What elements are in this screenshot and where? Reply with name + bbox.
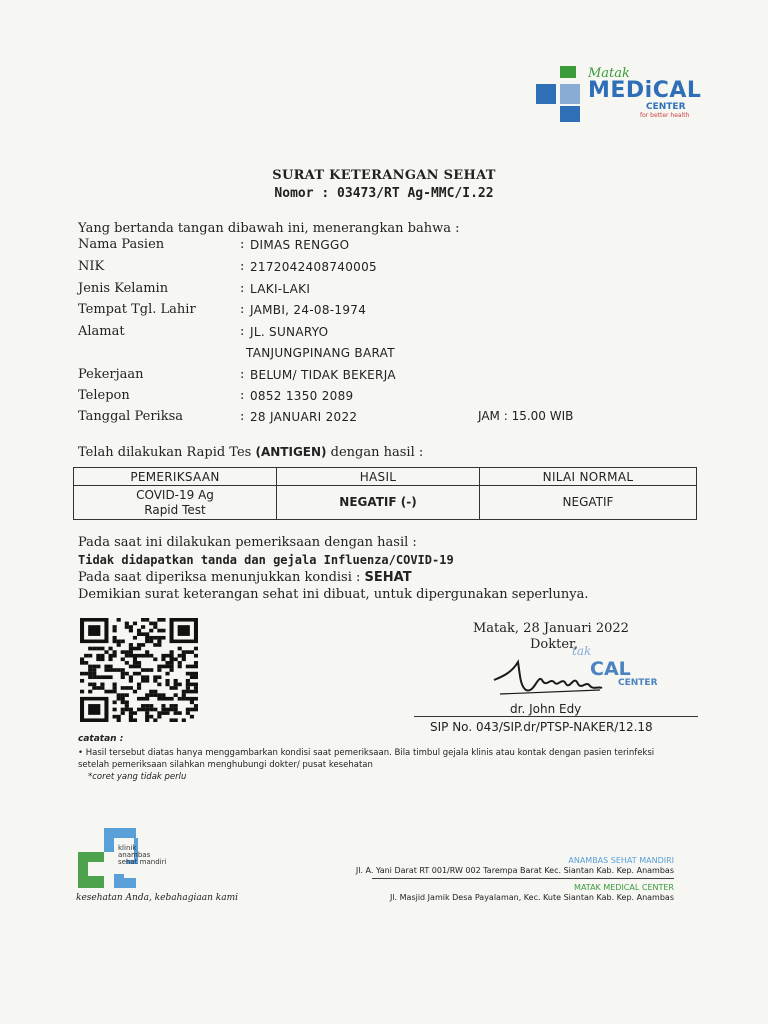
field-value-alamat-line2: TANJUNGPINANG BARAT [246, 346, 395, 360]
footer-clinic1-address: Jl. A. Yani Darat RT 001/RW 002 Tarempa Barat Kec. Siantan Kab. Kep. Anambas [355, 866, 674, 875]
field-value-pekerjaan: BELUM/ TIDAK BEKERJA [250, 368, 396, 382]
stamp-text: CAL [590, 658, 631, 680]
field-colon: : [240, 281, 245, 296]
field-value-nama: DIMAS RENGGO [250, 238, 350, 252]
findings-line3-prefix: Pada saat diperiksa menunjukkan kondisi : [78, 570, 361, 585]
table-cell-result: NEGATIF (-) [277, 486, 480, 520]
doctor-sip-number: SIP No. 043/SIP.dr/PTSP-NAKER/12.18 [430, 720, 653, 734]
field-colon: : [240, 388, 245, 403]
klinik-slogan: kesehatan Anda, kebahagiaan kami [76, 893, 238, 903]
doctor-signature [490, 650, 610, 700]
rapid-type: (ANTIGEN) [255, 445, 327, 459]
footer-clinic1-name: ANAMBAS SEHAT MANDIRI [568, 856, 674, 865]
signature-place-date: Matak, 28 Januari 2022 [473, 621, 629, 636]
qr-code [80, 618, 198, 722]
field-label-nik: NIK [78, 259, 105, 274]
field-colon: : [240, 367, 245, 382]
rapid-suffix: dengan hasil : [330, 445, 424, 460]
findings-line4: Demikian surat keterangan sehat ini dibuat, untuk dipergunakan seperlunya. [78, 587, 589, 602]
doctor-name: dr. John Edy [510, 702, 582, 716]
klinik-logo-text [118, 845, 166, 866]
results-table [73, 467, 697, 520]
field-label-pekerjaan: Pekerjaan [78, 367, 144, 382]
intro-text: Yang bertanda tangan dibawah ini, menerangkan bahwa : [78, 221, 460, 236]
test-name-line2: Rapid Test [144, 502, 206, 517]
logo-center-text: CENTER [646, 102, 686, 112]
field-label-nama: Nama Pasien [78, 237, 165, 252]
table-cell-normal: NEGATIF [480, 486, 697, 520]
table-header: NILAI NORMAL [480, 468, 697, 486]
logo-medical-text: MEDiCAL [588, 78, 702, 103]
field-colon: : [240, 237, 245, 252]
document-title: SURAT KETERANGAN SEHAT [272, 168, 496, 183]
field-value-alamat: JL. SUNARYO [250, 325, 329, 339]
notes-bullet: • Hasil tersebut diatas hanya menggambarkan kondisi saat pemeriksaan. Bila timbul gejala klinis atau kontak dengan pasien terinfeksi setelah pemeriksaan silahkan menghubungi dokter/ pusat kesehatan [78, 748, 655, 770]
field-colon: : [240, 324, 245, 339]
notes-heading: catatan : [78, 734, 124, 744]
findings-line2: Tidak didapatkan tanda dan gejala Influenza/COVID-19 [78, 553, 454, 567]
table-row [74, 486, 697, 520]
table-header: PEMERIKSAAN [74, 468, 277, 486]
findings-line1: Pada saat ini dilakukan pemeriksaan dengan hasil : [78, 535, 417, 550]
table-header-row [74, 468, 697, 486]
table-header: HASIL [277, 468, 480, 486]
footer-clinic2-name: MATAK MEDICAL CENTER [574, 883, 674, 892]
signature-title: Dokter, [530, 637, 578, 652]
exam-time: JAM : 15.00 WIB [478, 409, 574, 423]
logo-tagline: for better health [640, 112, 690, 119]
footer-clinic2-address: Jl. Masjid Jamik Desa Payalaman, Kec. Kute Siantan Kab. Kep. Anambas [389, 893, 674, 902]
klinik-line1: klinik [118, 844, 137, 852]
field-colon: : [240, 409, 245, 424]
logo-matak-text: Matak [588, 66, 630, 81]
field-value-telepon: 0852 1350 2089 [250, 389, 354, 403]
klinik-line3: sehat mandiri [118, 858, 167, 866]
field-label-tanggal-periksa: Tanggal Periksa [78, 409, 183, 424]
signature-divider [414, 716, 698, 717]
footer-divider [372, 878, 674, 879]
condition-value: SEHAT [364, 570, 412, 585]
field-label-telepon: Telepon [78, 388, 130, 403]
rapid-test-line [78, 445, 423, 460]
stamp-center: CENTER [618, 678, 658, 688]
field-label-jenis-kelamin: Jenis Kelamin [78, 281, 169, 296]
field-value-jenis-kelamin: LAKI-LAKI [250, 282, 311, 296]
test-name-line1: COVID-19 Ag [136, 487, 214, 502]
table-cell-test [74, 486, 277, 520]
field-value-tanggal-periksa: 28 JANUARI 2022 [250, 410, 358, 424]
klinik-line2: anambas [118, 851, 151, 859]
findings-line3 [78, 570, 412, 585]
field-label-alamat: Alamat [78, 324, 125, 339]
field-colon: : [240, 259, 245, 274]
field-value-nik: 2172042408740005 [250, 260, 377, 274]
stamp-script: tak [572, 644, 592, 658]
field-colon: : [240, 302, 245, 317]
matak-medical-center-logo [536, 66, 702, 122]
field-value-ttl: JAMBI, 24-08-1974 [250, 303, 367, 317]
rapid-prefix: Telah dilakukan Rapid Tes [78, 445, 252, 460]
field-label-ttl: Tempat Tgl. Lahir [78, 302, 196, 317]
document-number: Nomor : 03473/RT Ag-MMC/I.22 [274, 186, 494, 201]
notes-coret: *coret yang tidak perlu [88, 772, 187, 782]
